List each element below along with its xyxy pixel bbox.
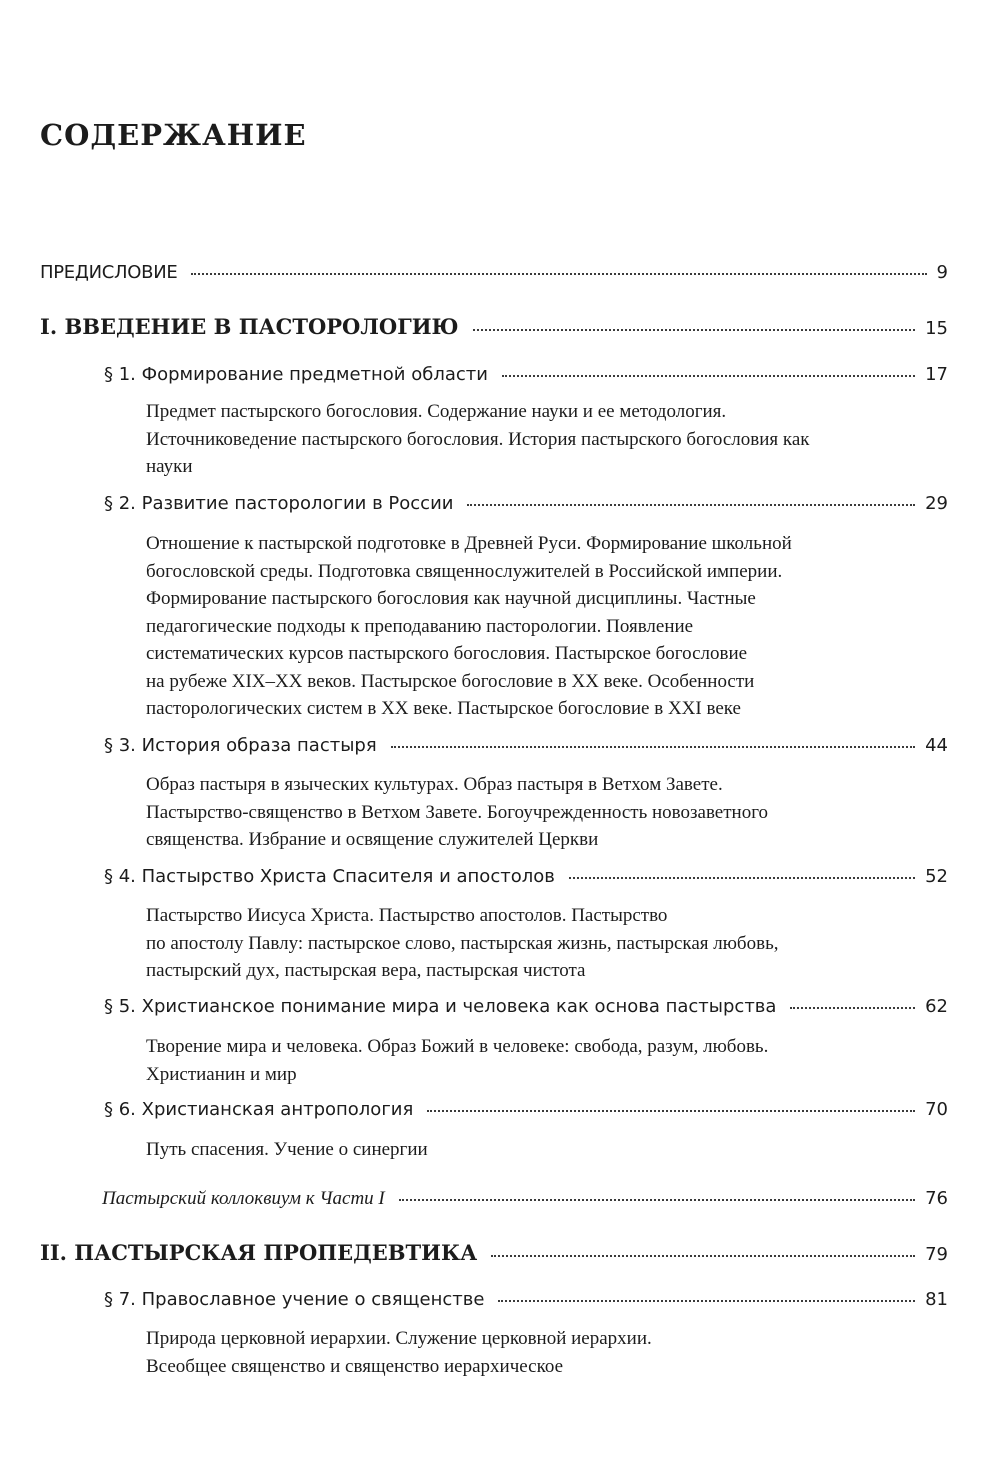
description-line: Пастырство Иисуса Христа. Пастырство апостолов. Пастырство (146, 905, 668, 926)
toc-entry-label: § 5. Христианское понимание мира и человека как основа пастырства (104, 996, 777, 1017)
toc-entry-label: § 1. Формирование предметной области (104, 364, 488, 385)
description-line: Всеобщее священство и священство иерархическое (146, 1355, 564, 1377)
page-number: 81 (925, 1289, 948, 1310)
section-4-description (146, 902, 916, 985)
description-line: Формирование пастырского богословия как научной дисциплины. Частные (146, 588, 756, 609)
description-line: на рубеже XIX–XX веков. Пастырское богословие в XX веке. Особенности (146, 670, 755, 692)
page-number: 79 (925, 1244, 948, 1265)
dot-leader (569, 877, 915, 879)
toc-entry-label: ПРЕДИСЛОВИЕ (40, 262, 178, 283)
toc-entry-label: I. ВВЕДЕНИЕ В ПАСТОРОЛОГИЮ (40, 314, 459, 339)
dot-leader (498, 1300, 915, 1302)
dot-leader (391, 746, 915, 748)
dot-leader (473, 329, 916, 331)
toc-entry-section-3[interactable] (104, 735, 948, 756)
page-number: 15 (925, 318, 948, 339)
description-line: Пастырство-священство в Ветхом Завете. Богоучрежденность новозаветного (146, 801, 769, 823)
toc-entry-section-2[interactable] (104, 493, 948, 514)
page-number: 52 (925, 866, 948, 887)
section-7-description (146, 1325, 916, 1380)
toc-entry-label: Пастырский коллоквиум к Части I (102, 1188, 385, 1209)
description-line: Образ пастыря в языческих культурах. Образ пастыря в Ветхом Завете. (146, 774, 723, 795)
description-line: Источниковедение пастырского богословия. История пастырского богословия как (146, 428, 810, 450)
page-number: 44 (925, 735, 948, 756)
toc-entry-label: § 6. Христианская антропология (104, 1099, 414, 1120)
description-line: Христианин и мир (146, 1063, 297, 1085)
toc-entry-section-1[interactable] (104, 364, 948, 385)
page-number: 70 (925, 1099, 948, 1120)
dot-leader (491, 1255, 915, 1257)
toc-entry-part-2[interactable] (40, 1240, 948, 1265)
toc-entry-label: § 7. Православное учение о священстве (104, 1289, 485, 1310)
toc-entry-section-6[interactable] (104, 1099, 948, 1120)
section-5-description (146, 1033, 916, 1088)
toc-entry-label: II. ПАСТЫРСКАЯ ПРОПЕДЕВТИКА (40, 1240, 478, 1265)
description-line: Путь спасения. Учение о синергии (146, 1139, 428, 1160)
description-line: Отношение к пастырской подготовке в Древней Руси. Формирование школьной (146, 533, 792, 554)
section-2-description (146, 530, 916, 723)
description-line: Предмет пастырского богословия. Содержание науки и ее методология. (146, 401, 727, 422)
page-number: 17 (925, 364, 948, 385)
toc-entry-section-5[interactable] (104, 996, 948, 1017)
dot-leader (790, 1007, 915, 1009)
page-number: 29 (925, 493, 948, 514)
dot-leader (191, 273, 926, 275)
description-line: Природа церковной иерархии. Служение церковной иерархии. (146, 1328, 652, 1349)
toc-entry-section-4[interactable] (104, 866, 948, 887)
description-line: пастырский дух, пастырская вера, пастырская чистота (146, 960, 586, 981)
toc-entry-section-7[interactable] (104, 1289, 948, 1310)
page-number: 9 (936, 262, 948, 283)
section-6-description (146, 1136, 916, 1164)
description-line: пасторологических систем в XX веке. Пастырское богословие в XXI веке (146, 698, 741, 719)
description-line: священства. Избрание и освящение служителей Церкви (146, 829, 599, 850)
description-line: науки (146, 456, 193, 477)
description-line: по апостолу Павлу: пастырское слово, пастырская жизнь, пастырская любовь, (146, 932, 779, 954)
page-title: СОДЕРЖАНИЕ (40, 118, 307, 152)
toc-entry-part-1[interactable] (40, 314, 948, 339)
page-number: 76 (925, 1188, 948, 1209)
description-line: педагогические подходы к преподаванию пасторологии. Появление (146, 615, 694, 637)
dot-leader (467, 504, 915, 506)
description-line: Творение мира и человека. Образ Божий в человеке: свобода, разум, любовь. (146, 1036, 769, 1057)
page-number: 62 (925, 996, 948, 1017)
description-line: богословской среды. Подготовка священнослужителей в Российской империи. (146, 560, 783, 582)
toc-entry-label: § 4. Пастырство Христа Спасителя и апостолов (104, 866, 555, 887)
dot-leader (502, 375, 915, 377)
dot-leader (427, 1110, 915, 1112)
dot-leader (399, 1199, 915, 1201)
section-3-description (146, 771, 916, 854)
toc-entry-colloquium[interactable] (102, 1188, 948, 1210)
section-1-description (146, 398, 916, 481)
description-line: систематических курсов пастырского богословия. Пастырское богословие (146, 643, 748, 664)
toc-entry-preface[interactable] (40, 262, 948, 283)
toc-entry-label: § 3. История образа пастыря (104, 735, 377, 756)
toc-entry-label: § 2. Развитие пасторологии в России (104, 493, 454, 514)
